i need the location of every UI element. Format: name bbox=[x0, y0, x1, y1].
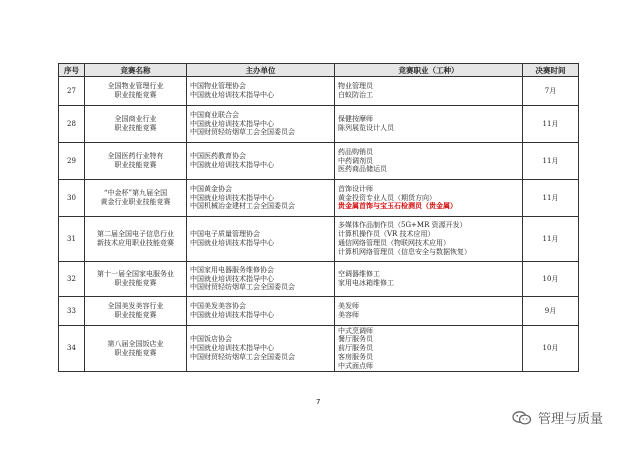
organizer-name: 中国就业培训技术指导中心 bbox=[190, 274, 274, 283]
row-index: 31 bbox=[59, 217, 85, 262]
occupation-name: 首饰设计师 bbox=[338, 184, 373, 193]
row-index: 27 bbox=[59, 77, 85, 106]
organizer-list bbox=[187, 297, 335, 326]
competition-name bbox=[85, 180, 187, 217]
occupation-name: 美发师 bbox=[338, 302, 359, 311]
header-index: 序号 bbox=[59, 64, 85, 77]
competition-name-line: “中金杯”第九届全国 bbox=[103, 189, 168, 198]
organizer-name: 中国就业培训技术指导中心 bbox=[190, 161, 274, 169]
table-body bbox=[59, 77, 579, 372]
organizer-list bbox=[187, 77, 335, 106]
organizer-name: 中国就业培训技术指导中心 bbox=[190, 311, 274, 319]
table-row bbox=[59, 297, 579, 326]
occupation-list bbox=[335, 326, 523, 372]
row-index: 33 bbox=[59, 297, 85, 326]
organizer-list bbox=[187, 180, 335, 217]
competition-name-line: 职业技能竞赛 bbox=[114, 311, 157, 319]
occupation-name: 白蚁防治工 bbox=[338, 91, 373, 99]
occupation-name: 计算机操作员（VR 技术应用） bbox=[338, 230, 435, 239]
organizer-list bbox=[187, 217, 335, 262]
occupation-name: 空调器维修工 bbox=[338, 270, 380, 279]
competition-name-line: 全国医药行业特有 bbox=[107, 152, 164, 161]
organizer-name: 中国机械冶金建材工会全国委员会 bbox=[190, 202, 295, 211]
organizer-name: 中国财贸轻纺烟草工会全国委员会 bbox=[190, 283, 295, 292]
header-final-time: 决赛时间 bbox=[523, 64, 579, 77]
occupation-name: 黄金投资专业人员（期货方向） bbox=[338, 193, 436, 202]
table-row bbox=[59, 77, 579, 106]
occupation-name: 前厅服务员 bbox=[338, 344, 373, 353]
occupation-list bbox=[335, 106, 523, 143]
organizer-name: 中国美发美容协会 bbox=[190, 302, 246, 311]
organizer-name: 中国商业联合会 bbox=[190, 110, 239, 119]
occupation-name: 家用电冰箱维修工 bbox=[338, 279, 394, 287]
organizer-name: 中国饭店协会 bbox=[190, 335, 232, 344]
table-header-row bbox=[59, 64, 579, 77]
occupation-list bbox=[335, 217, 523, 262]
final-time: 11月 bbox=[523, 217, 579, 262]
competition-name bbox=[85, 217, 187, 262]
occupation-list bbox=[335, 77, 523, 106]
occupation-list bbox=[335, 180, 523, 217]
row-index: 32 bbox=[59, 262, 85, 297]
table-row bbox=[59, 217, 579, 262]
row-index: 34 bbox=[59, 326, 85, 372]
organizer-name: 中国就业培训技术指导中心 bbox=[190, 344, 274, 353]
organizer-list bbox=[187, 143, 335, 180]
organizer-name: 中国物业管理协会 bbox=[190, 82, 246, 91]
final-time: 10月 bbox=[523, 326, 579, 372]
table-row bbox=[59, 180, 579, 217]
organizer-name: 中国就业培训技术指导中心 bbox=[190, 119, 274, 128]
row-index: 29 bbox=[59, 143, 85, 180]
organizer-name: 中国财贸轻纺烟草工会全国委员会 bbox=[190, 128, 295, 137]
occupation-list bbox=[335, 143, 523, 180]
occupation-name: 医药商品储运员 bbox=[338, 165, 387, 174]
occupation-name: 贵金属首饰与宝玉石检测员（贵金属） bbox=[338, 201, 457, 211]
occupation-name: 中式面点师 bbox=[338, 361, 373, 370]
table-row bbox=[59, 143, 579, 180]
wechat-logo-icon bbox=[512, 410, 532, 426]
occupation-name: 药品购销员 bbox=[338, 147, 373, 156]
competition-name-line: 第十一届全国家电服务业 bbox=[97, 270, 174, 279]
occupation-name: 通信网络管理员（物联网技术应用） bbox=[338, 239, 450, 247]
competition-name-line: 职业技能竞赛 bbox=[114, 124, 157, 132]
organizer-list bbox=[187, 106, 335, 143]
competition-name-line: 全国商业行业 bbox=[114, 115, 157, 124]
organizer-list bbox=[187, 326, 335, 372]
organizer-name: 中国就业培训技术指导中心 bbox=[190, 239, 274, 247]
header-occupations: 竞赛职业（工种） bbox=[335, 64, 523, 77]
occupation-name: 客房服务员 bbox=[338, 352, 373, 361]
organizer-name: 中国家用电器服务维修协会 bbox=[190, 265, 274, 274]
occupation-name: 美容师 bbox=[338, 311, 359, 319]
competition-table bbox=[58, 63, 579, 372]
competition-name bbox=[85, 326, 187, 372]
occupation-list bbox=[335, 262, 523, 297]
competition-name-line: 全国物业管理行业 bbox=[107, 82, 164, 91]
watermark-text: 管理与质量 bbox=[538, 412, 604, 427]
competition-name-line: 职业技能竞赛 bbox=[114, 161, 157, 169]
final-time: 11月 bbox=[523, 143, 579, 180]
competition-name-line: 黄金行业职业技能竞赛 bbox=[100, 198, 171, 206]
final-time: 10月 bbox=[523, 262, 579, 297]
page-number: 7 bbox=[316, 398, 321, 406]
organizer-name: 中国黄金协会 bbox=[190, 184, 232, 193]
organizer-name: 中国电子质量管理协会 bbox=[190, 230, 260, 239]
final-time: 9月 bbox=[523, 297, 579, 326]
row-index: 28 bbox=[59, 106, 85, 143]
competition-name-line: 职业技能竞赛 bbox=[114, 348, 157, 357]
competition-name bbox=[85, 297, 187, 326]
organizer-name: 中国就业培训技术指导中心 bbox=[190, 193, 274, 202]
organizer-name: 中国就业培训技术指导中心 bbox=[190, 91, 274, 99]
competition-table-container bbox=[58, 63, 578, 372]
final-time: 7月 bbox=[523, 77, 579, 106]
table-row bbox=[59, 106, 579, 143]
competition-name-line: 第八届全国饭店业 bbox=[107, 339, 164, 348]
final-time: 11月 bbox=[523, 180, 579, 217]
occupation-name: 陈列展览设计人员 bbox=[338, 124, 394, 132]
occupation-name: 餐厅服务员 bbox=[338, 335, 373, 344]
organizer-name: 中国医药教育协会 bbox=[190, 152, 246, 161]
occupation-name: 保健按摩师 bbox=[338, 115, 373, 124]
organizer-name: 中国财贸轻纺烟草工会全国委员会 bbox=[190, 352, 295, 361]
header-organizers: 主办单位 bbox=[187, 64, 335, 77]
watermark bbox=[512, 408, 603, 427]
competition-name-line: 全国美发美容行业 bbox=[107, 302, 164, 311]
occupation-name: 多媒体作品制作员（5G+MR 资源开发） bbox=[338, 221, 467, 230]
table-row bbox=[59, 326, 579, 372]
occupation-list bbox=[335, 297, 523, 326]
occupation-name: 中式烹调师 bbox=[338, 326, 373, 335]
occupation-name: 计算机网络管理员（信息安全与数据恢复） bbox=[338, 247, 471, 256]
row-index: 30 bbox=[59, 180, 85, 217]
competition-name-line: 职业技能竞赛 bbox=[114, 279, 157, 287]
competition-name bbox=[85, 106, 187, 143]
organizer-list bbox=[187, 262, 335, 297]
competition-name-line: 第二届全国电子信息行业 bbox=[97, 230, 174, 239]
competition-name bbox=[85, 77, 187, 106]
header-competition-name: 竞赛名称 bbox=[85, 64, 187, 77]
competition-name-line: 职业技能竞赛 bbox=[114, 91, 157, 99]
table-row bbox=[59, 262, 579, 297]
occupation-name: 物业管理员 bbox=[338, 82, 373, 91]
competition-name-line: 新技术应用职业技能竞赛 bbox=[97, 239, 174, 247]
occupation-name: 中药调剂员 bbox=[338, 156, 373, 165]
competition-name bbox=[85, 262, 187, 297]
competition-name bbox=[85, 143, 187, 180]
final-time: 11月 bbox=[523, 106, 579, 143]
